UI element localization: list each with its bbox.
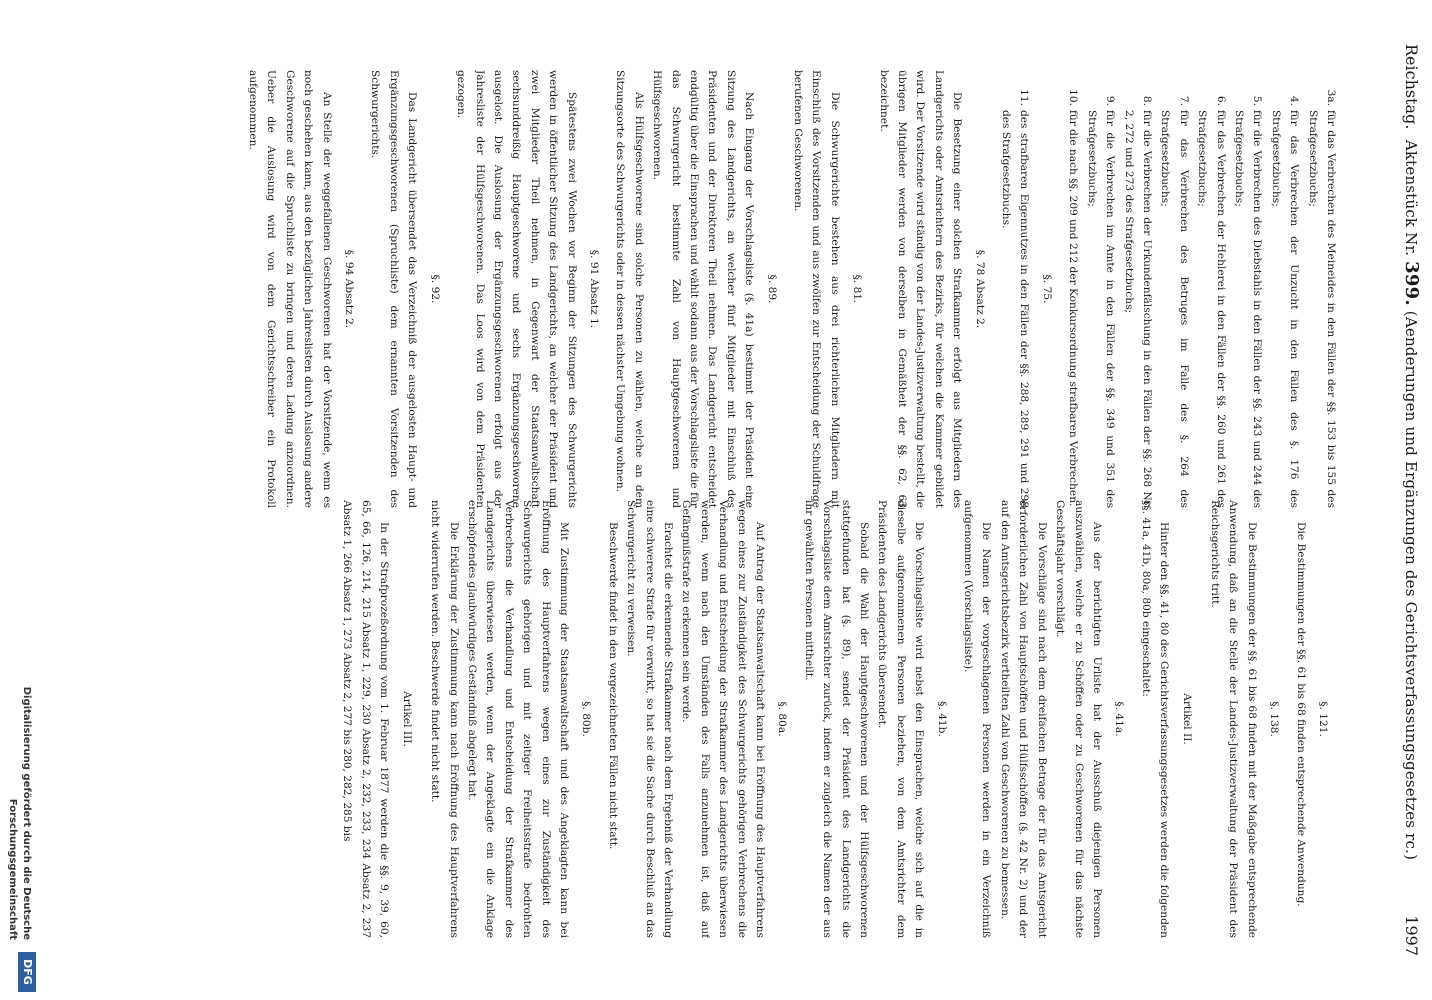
right-column [80, 500, 1340, 938]
paragraph: Beschwerde findet in den vorgezeichneten Fällen nicht statt. [606, 522, 619, 850]
paragraph: Auf Antrag der Staatsanwaltschaft kann bei Eröffnung des Hauptverfahrens wegen eines zur Zuständigkeit des Schwurgerichts gehörigen Verbrechens die Verhandlung und Entscheidung der Strafkammer des Landgerichts überwiesen werden, wenn nach den Umständen des Falls anzunehmen ist, daß auf Gefängnißstrafe zu erkennen sein werde. [680, 500, 767, 938]
section-heading: §. 80b. [580, 701, 593, 737]
paragraph: Die Erklärung der Zustimmung kann nach Eröffnung des Hauptverfahrens nicht widerrufen werden. Beschwerde findet nicht statt. [429, 500, 460, 938]
paragraph: Das Landgericht übersendet das Verzeichniß der ausgelosten Haupt- und Ergänzungsgeschworenen (Spruchliste) dem ernannten Vorsitzenden des Schwurgerichts. [369, 70, 419, 508]
paragraph: Die Namen der vorgeschlagenen Personen werden in ein Verzeichniß aufgenommen (Vorschlagsliste). [962, 500, 993, 938]
paragraph: Aus der berichtigten Urliste hat der Ausschuß diejenigen Personen auszuwählen, welche er zu Schöffen oder zu Geschworenen für das nächste Geschäftsjahr vorschlägt. [1054, 500, 1103, 938]
document-number: 399. [1401, 261, 1422, 306]
list-item [1082, 70, 1119, 508]
digitization-sidebar [4, 0, 36, 1000]
paragraph: In der Strafprozeßordnung vom 1. Februar 1877 werden die §§. 9, 39, 60, 65, 66, 126, 214, 215 Absatz 1, 229, 230 Absatz 2, 232, 233, 234 Absatz 2, 237 Absatz 1, 266 Absatz 1, 273 Absatz 2, 277 bis 280, 282, 285 bis [341, 500, 391, 938]
running-header [1388, 44, 1424, 956]
list-item [1303, 70, 1340, 508]
dfg-logo: DFG [18, 952, 36, 992]
item-number: 9. [1104, 95, 1117, 106]
paragraph: Die Schwurgerichte bestehen aus drei richterlichen Mitgliedern mit Einschluß des Vorsitzenden und aus zwölfen zur Entscheidung der Schuldfrage berufenen Geschworenen. [792, 70, 841, 508]
section-heading: §. 78 Absatz 2. [973, 249, 986, 329]
section-heading: §. 138. [1268, 701, 1281, 737]
list-item [1119, 70, 1156, 508]
paragraph: Als Hülfsgeschworene sind solche Personen zu wählen, welche an dem Sitzungsorte des Schwurgerichts oder in dessen nächster Umgebung wohnen. [614, 70, 645, 508]
section-heading: §. 121. [1317, 701, 1329, 737]
item-text: des strafbaren Eigennutzes in den Fällen der §§. 288, 289, 291 und 298 des Strafgesetzbuchs. [1000, 110, 1031, 508]
item-number: 10. [1067, 89, 1080, 106]
item-text: für die Verbrechen der Urkundenfälschung in den Fällen der §§. 268 Nr. 2, 272 und 273 des Strafgesetzbuchs; [1122, 110, 1153, 508]
section-heading: §. 91 Absatz 1. [587, 249, 600, 329]
list-item [1064, 70, 1082, 508]
article-heading: Artikel III. [400, 691, 413, 747]
digitization-credit: Digitalisierung gefördert durch die Deutsche Forschungsgemeinschaft [7, 686, 32, 940]
item-number: 8. [1140, 95, 1153, 106]
paragraph: Mit Zustimmung der Staatsanwaltschaft und des Angeklagten kann bei Eröffnung des Hauptverfahrens wegen eines zur Zuständigkeit des Schwurgerichts gehörigen und mit zeitiger Freiheitsstrafe bedrohten Verbrechens die Verhandlung und Entscheidung der Strafkammer des Landgerichts überwiesen werden, wenn der Angeklagte ein die Anklage erschöpfendes glaubwürdiges Geständniß abgelegt hat. [465, 500, 570, 938]
header-title-prefix: Aktenstück Nr. [1402, 139, 1420, 257]
paragraph: Die Vorschlagsliste wird nebst den Einsprachen, welche sich auf die in dieselbe aufgenommenen Personen beziehen, von dem Amtsrichter dem Präsidenten des Landgerichts übersendet. [876, 500, 926, 938]
item-number: 5. [1251, 95, 1264, 106]
item-text: für die nach §§. 209 und 212 der Konkursordnung strafbaren Verbrechen. [1067, 110, 1080, 507]
section-heading: §. 89. [765, 274, 778, 304]
item-number: 7. [1177, 95, 1190, 106]
item-text: für das Verbrechen des Meineides in den Fällen der §§. 153 bis 155 des Strafgesetzbuchs; [1306, 110, 1337, 508]
item-text: für das Verbrechen der Unzucht in den Fällen des §. 176 des Strafgesetzbuchs; [1269, 110, 1301, 508]
left-column [80, 70, 1340, 508]
item-text: für die Verbrechen des Diebstahls in den Fällen der §§. 243 und 244 des Strafgesetzbuchs; [1232, 110, 1264, 508]
paragraph: Die Besetzung einer solchen Strafkammer erfolgt aus Mitgliedern des Landgerichts oder Amtsrichtern des Bezirks, für welchen die Kammer gebildet wird. Der Vorsitzende wird ständig von der Landes-Justizverwaltung bestellt, die übrigen Mitglieder werden von derselben in Gemäßheit der §§. 62, 63 bezeichnet. [877, 70, 964, 508]
item-text: für das Verbrechen der Hehlerei in den Fällen der §§. 260 und 261 des Strafgesetzbuchs; [1196, 110, 1227, 508]
section-heading: §. 81. [851, 274, 864, 304]
section-heading: §. 80a. [776, 701, 789, 737]
paragraph: Die Vorschläge sind nach dem dreifachen Betrage der für das Amtsgericht erforderlichen Zahl von Hauptschöffen und Hülfsschöffen (§. 42 Nr. 2) und der auf den Amtsgerichtsbezirk vertheilten Zahl von Geschworenen zu bemessen. [998, 500, 1048, 938]
item-number: 6. [1214, 95, 1227, 106]
paragraph: Nach Eingang der Vorschlagsliste (§. 41a) bestimmt der Präsident eine Sitzung des Landgerichts, an welcher fünf Mitglieder mit Einschluß des Präsidenten und der Direktoren Theil nehmen. Das Landgericht entscheidet endgültig über die Einsprachen und wählt sodann aus der Vorschlagsliste die für das Schwurgericht bestimmte Zahl von Hauptgeschworenen und Hülfsgeschworenen. [651, 70, 756, 508]
list-item [1193, 70, 1230, 508]
paragraph: Erachtet die erkennende Strafkammer nach dem Ergebniß der Verhandlung eine schwerere Strafe für verwirkt, so hat sie die Sache durch Beschluß an das Schwurgericht zu verweisen. [625, 500, 674, 938]
item-number: 11. [1018, 89, 1031, 106]
paragraph: An Stelle der weggefallenen Geschworenen hat der Vorsitzende, wenn es noch geschehen kann, aus den bezüglichen Jahreslisten durch Auslosung andere Geschworene auf die Spruchliste zu bringen und deren Ladung anzuordnen. Ueber die Auslosung wird von dem Gerichtsschreiber ein Protokoll aufgenommen. [247, 70, 333, 508]
section-heading: §. 94 Absatz 2. [343, 249, 356, 329]
article-heading: Artikel II. [1180, 693, 1193, 745]
paragraph: Spätestens zwei Wochen vor Beginn der Sitzungen des Schwurgerichts werden in öffentlicher Sitzung des Landgerichts, an welcher der Präsident und zwei Mitglieder Theil nehmen, in Gegenwart der Staatsanwaltschaft sechsunddreißig Hauptgeschworene und sechs Ergänzungsgeschworene ausgelost. Die Auslosung der Ergänzungsgeschworenen erfolgt aus der Jahresliste der Hülfsgeschworenen. Das Loos wird von dem Präsidenten gezogen. [455, 70, 578, 508]
list-item [1156, 70, 1193, 508]
section-heading: §. 92. [428, 274, 441, 304]
section-heading: §. 75. [1040, 274, 1053, 304]
list-item [1230, 70, 1267, 508]
header-title [1400, 44, 1422, 956]
paragraph: Die Bestimmungen der §§. 61 bis 68 finden entsprechende Anwendung. [1294, 522, 1307, 907]
item-number: 4. [1288, 95, 1301, 106]
section-heading: §. 41a. [1113, 701, 1126, 737]
paragraph: Hinter den §§. 41, 80 des Gerichtsverfassungsgesetzes werden die folgenden §§. 41a, 41b, 80a, 80b eingeschaltet: [1139, 500, 1171, 938]
item-text: für die Verbrechen im Amte in den Fällen der §§. 349 und 351 des Strafgesetzbuchs; [1085, 110, 1117, 508]
paragraph: Die Bestimmungen der §§. 61 bis 68 finden mit der Maßgabe entsprechende Anwendung, daß an die Stelle der Landes-Justizverwaltung der Präsident des Reichsgerichts tritt. [1208, 500, 1258, 938]
section-heading: §. 41b. [935, 701, 948, 737]
header-left: Reichstag. [1402, 44, 1421, 130]
page-number: 1997 [1402, 915, 1421, 956]
paragraph: Sobald die Wahl der Hauptgeschworenen und der Hülfsgeschworenen stattgefunden hat (§. 89), sendet der Präsident des Landgerichts die Vorschlagsliste dem Amtsrichter zurück, indem er zugleich die Namen der aus ihr gewählten Personen mittheilt. [802, 500, 871, 938]
item-text: für das Verbrechen des Betruges im Falle des §. 264 des Strafgesetzbuchs; [1159, 110, 1190, 508]
item-number: 3a. [1325, 89, 1337, 106]
header-title-rest: (Aenderungen und Ergänzungen des Gerichtsverfassungsgesetzes rc.) [1402, 310, 1420, 861]
list-item [997, 70, 1034, 508]
list-item [1266, 70, 1303, 508]
